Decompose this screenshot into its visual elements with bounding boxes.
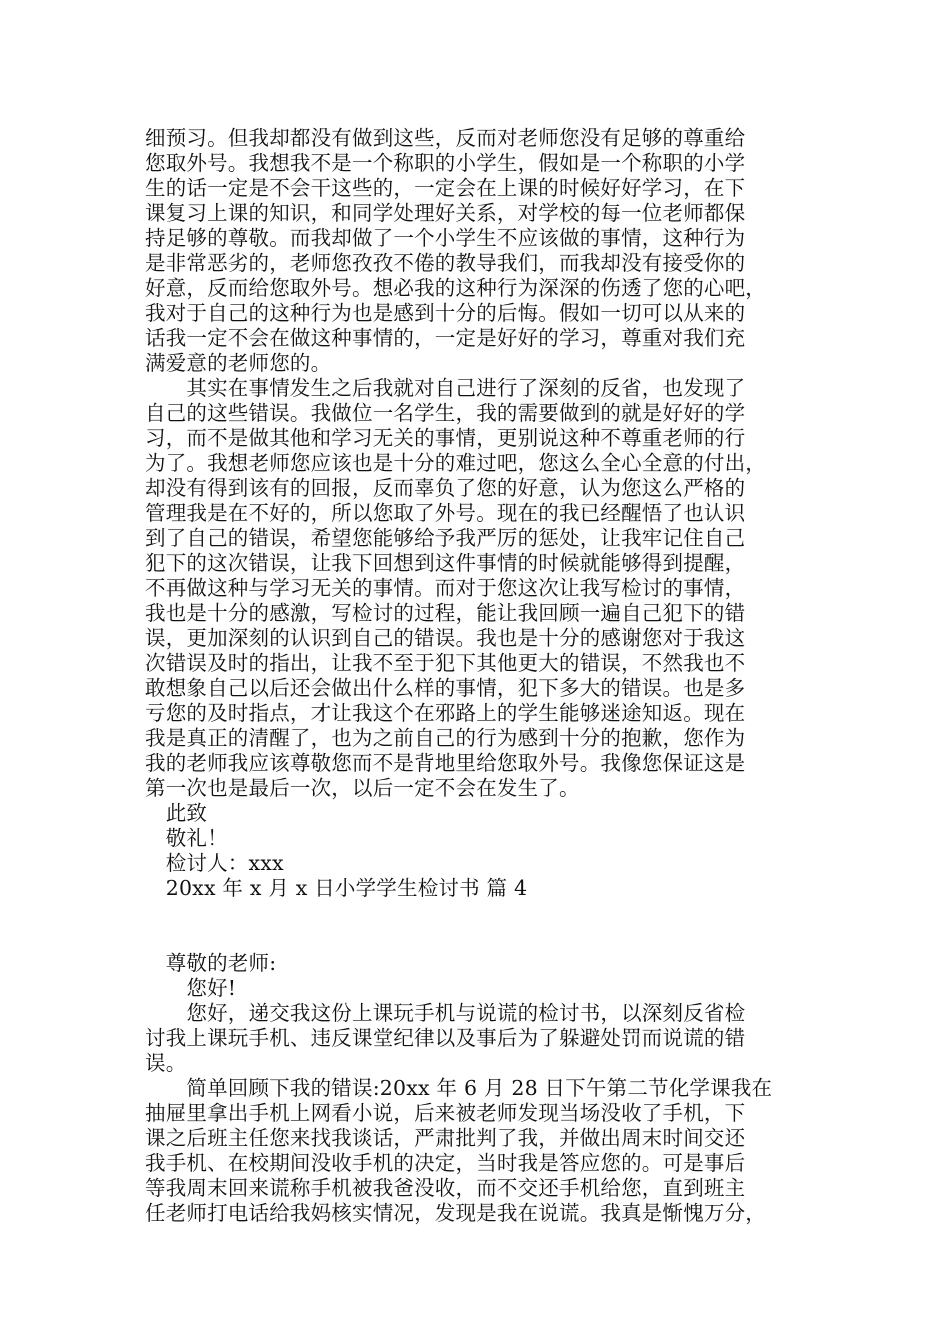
body-line: 抽屉里拿出手机上网看小说，后来被老师发现当场没收了手机，下 (145, 1101, 746, 1125)
hello-line: 您好! (145, 976, 237, 1000)
body-line: 是非常恶劣的，老师您孜孜不倦的教导我们，而我却没有接受你的 (145, 251, 746, 275)
body-line: 细预习。但我却都没有做到这些，反而对老师您没有足够的尊重给 (145, 126, 746, 150)
body-line: 您好，递交我这份上课玩手机与说谎的检讨书，以深刻反省检 (145, 1001, 746, 1025)
body-line: 您取外号。我想我不是一个称职的小学生，假如是一个称职的小学 (145, 151, 746, 175)
body-line: 亏您的及时指点，才让我这个在邪路上的学生能够迷途知返。现在 (145, 701, 746, 725)
body-line: 到了自己的错误，希望您能够给予我严厉的惩处，让我牢记住自己 (145, 526, 746, 550)
body-line: 生的话一定是不会干这些的，一定会在上课的时候好好学习，在下 (145, 176, 746, 200)
body-line: 误。 (145, 1051, 187, 1075)
signature-line: 检讨人：xxx (145, 851, 284, 875)
body-line: 误，更加深刻的认识到自己的错误。我也是十分的感谢您对于我这 (145, 626, 746, 650)
body-line: 任老师打电话给我妈核实情况，发现是我在说谎。我真是惭愧万分， (145, 1201, 766, 1225)
body-line: 持足够的尊敬。而我却做了一个小学生不应该做的事情，这种行为 (145, 226, 746, 250)
body-line: 为了。我想老师您应该也是十分的难过吧，您这么全心全意的付出， (145, 451, 766, 475)
body-line: 简单回顾下我的错误:20xx 年 6 月 28 日下午第二节化学课我在 (145, 1076, 773, 1100)
body-line: 课之后班主任您来找我谈话，严肃批判了我，并做出周末时间交还 (145, 1126, 746, 1150)
body-line: 好意，反而给您取外号。想必我的这种行为深深的伤透了您的心吧， (145, 276, 766, 300)
body-line: 犯下的这次错误，让我下回想到这件事情的时候就能够得到提醒， (145, 551, 746, 575)
body-line: 我的老师我应该尊敬您而不是背地里给您取外号。我像您保证这是 (145, 751, 746, 775)
body-line: 满爱意的老师您的。 (145, 351, 332, 375)
closing-salutation: 此致 (145, 801, 208, 825)
body-line: 我手机、在校期间没收手机的决定，当时我是答应您的。可是事后 (145, 1151, 746, 1175)
body-line: 管理我是在不好的，所以您取了外号。现在的我已经醒悟了也认识 (145, 501, 746, 525)
body-line: 讨我上课玩手机、违反课堂纪律以及事后为了躲避处罚而说谎的错 (145, 1026, 746, 1050)
body-line: 自己的这些错误。我做位一名学生，我的需要做到的就是好好的学 (145, 401, 746, 425)
body-line: 课复习上课的知识，和同学处理好关系，对学校的每一位老师都保 (145, 201, 746, 225)
body-line: 其实在事情发生之后我就对自己进行了深刻的反省，也发现了 (145, 376, 746, 400)
date-and-section-heading: 20xx 年 x 月 x 日小学学生检讨书 篇 4 (145, 876, 528, 900)
greeting-line: 尊敬的老师: (145, 951, 277, 975)
body-line: 第一次也是最后一次，以后一定不会在发生了。 (145, 776, 580, 800)
closing-regards: 敬礼！ (145, 826, 228, 850)
body-line: 等我周末回来谎称手机被我爸没收，而不交还手机给您，直到班主 (145, 1176, 746, 1200)
body-line: 我对于自己的这种行为也是感到十分的后悔。假如一切可以从来的 (145, 301, 746, 325)
body-line: 习，而不是做其他和学习无关的事情，更别说这种不尊重老师的行 (145, 426, 746, 450)
body-line: 却没有得到该有的回报，反而辜负了您的好意，认为您这么严格的 (145, 476, 746, 500)
body-line: 不再做这种与学习无关的事情。而对于您这次让我写检讨的事情， (145, 576, 746, 600)
body-line: 我是真正的清醒了，也为之前自己的行为感到十分的抱歉，您作为 (145, 726, 746, 750)
body-line: 话我一定不会在做这种事情的，一定是好好的学习，尊重对我们充 (145, 326, 746, 350)
body-line: 我也是十分的感激，写检讨的过程，能让我回顾一遍自己犯下的错 (145, 601, 746, 625)
body-line: 敢想象自己以后还会做出什么样的事情，犯下多大的错误。也是多 (145, 676, 746, 700)
body-line: 次错误及时的指出，让我不至于犯下其他更大的错误，不然我也不 (145, 651, 746, 675)
